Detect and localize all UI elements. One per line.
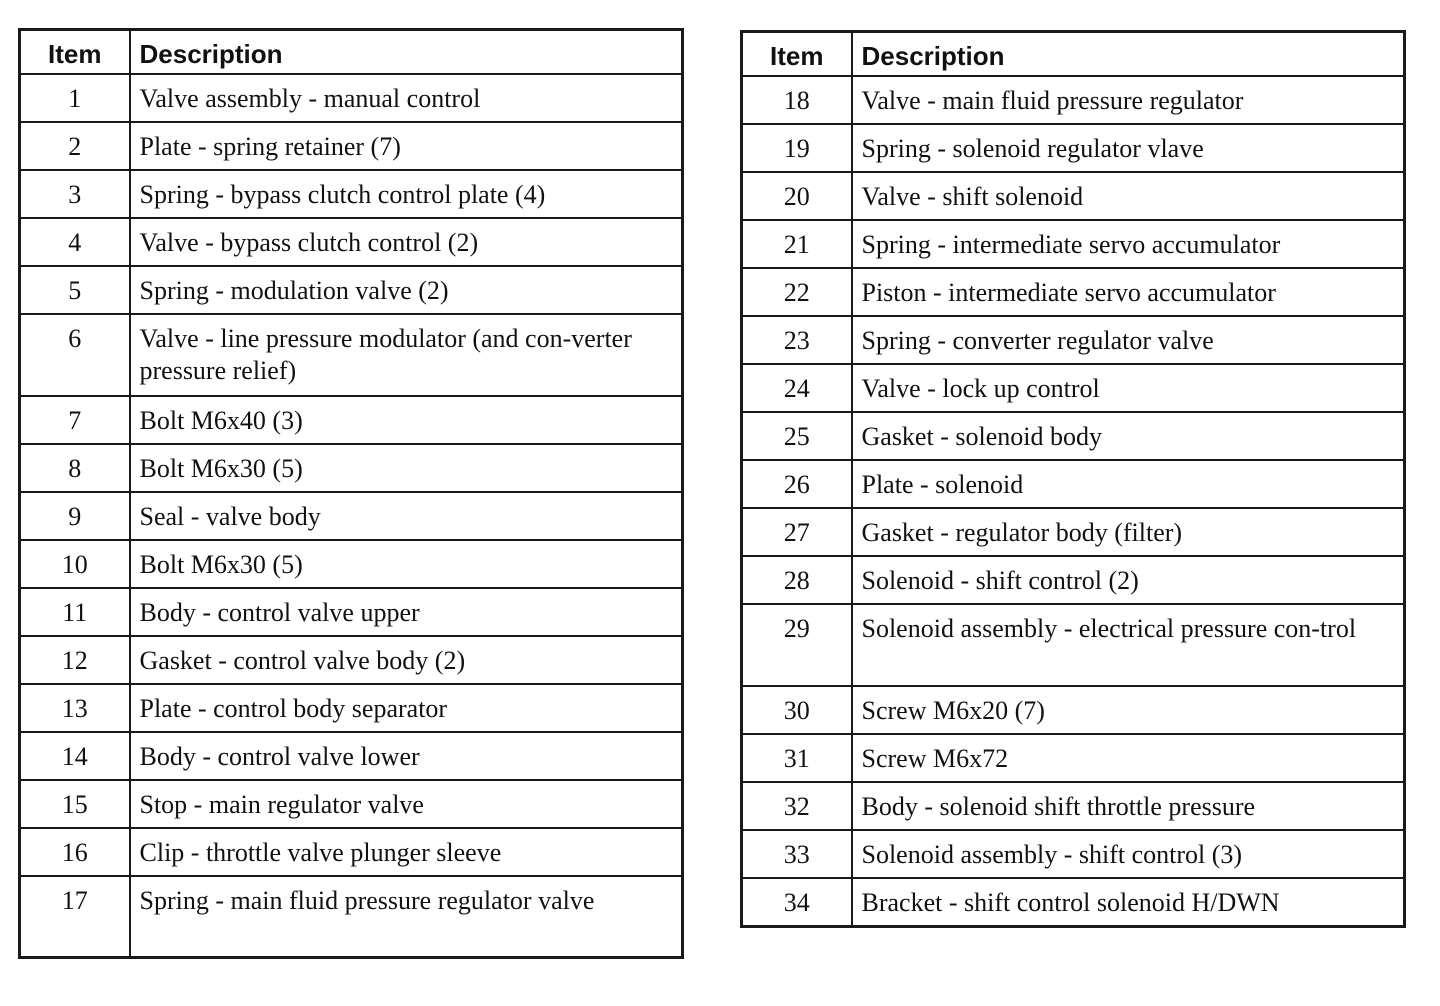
- table-row: [742, 782, 1405, 830]
- item-number: 8: [20, 444, 130, 492]
- item-number: 30: [742, 686, 852, 734]
- item-description: Bracket - shift control solenoid H/DWN: [852, 878, 1405, 927]
- item-number: 19: [742, 124, 852, 172]
- item-description: Screw M6x20 (7): [852, 686, 1405, 734]
- table-row: [742, 686, 1405, 734]
- item-description: Solenoid assembly - electrical pressure con-trol: [852, 604, 1405, 686]
- table-row: [742, 268, 1405, 316]
- item-number: 28: [742, 556, 852, 604]
- table-row: [742, 508, 1405, 556]
- item-description: Bolt M6x30 (5): [130, 444, 683, 492]
- item-description: Gasket - control valve body (2): [130, 636, 683, 684]
- table-row: [742, 316, 1405, 364]
- item-number: 26: [742, 460, 852, 508]
- item-description: Stop - main regulator valve: [130, 780, 683, 828]
- table-row: [742, 412, 1405, 460]
- item-description: Valve - shift solenoid: [852, 172, 1405, 220]
- table-row: [20, 732, 683, 780]
- table-row: [742, 878, 1405, 927]
- item-description: Bolt M6x30 (5): [130, 540, 683, 588]
- table-row: [20, 218, 683, 266]
- item-description: Plate - control body separator: [130, 684, 683, 732]
- table-row: [742, 460, 1405, 508]
- item-number: 20: [742, 172, 852, 220]
- item-description: Spring - modulation valve (2): [130, 266, 683, 314]
- table-row: [20, 876, 683, 958]
- header-row: [742, 32, 1405, 76]
- item-description: Plate - spring retainer (7): [130, 122, 683, 170]
- item-description: Valve - lock up control: [852, 364, 1405, 412]
- item-description: Valve - bypass clutch control (2): [130, 218, 683, 266]
- table-row: [20, 540, 683, 588]
- item-description: Screw M6x72: [852, 734, 1405, 782]
- item-number: 15: [20, 780, 130, 828]
- table-row: [20, 828, 683, 876]
- item-description: Gasket - solenoid body: [852, 412, 1405, 460]
- item-description: Spring - solenoid regulator vlave: [852, 124, 1405, 172]
- item-number: 24: [742, 364, 852, 412]
- item-number: 23: [742, 316, 852, 364]
- table-row: [20, 170, 683, 218]
- table-row: [20, 396, 683, 444]
- item-description: Piston - intermediate servo accumulator: [852, 268, 1405, 316]
- table-row: [20, 444, 683, 492]
- table-row: [20, 588, 683, 636]
- item-description: Bolt M6x40 (3): [130, 396, 683, 444]
- table-row: [742, 220, 1405, 268]
- item-number: 16: [20, 828, 130, 876]
- item-description: Spring - intermediate servo accumulator: [852, 220, 1405, 268]
- table-row: [742, 76, 1405, 124]
- column-header-description: Description: [130, 30, 683, 74]
- item-number: 10: [20, 540, 130, 588]
- table-row: [20, 684, 683, 732]
- table-row: [742, 172, 1405, 220]
- item-description: Clip - throttle valve plunger sleeve: [130, 828, 683, 876]
- table-row: [20, 780, 683, 828]
- table-row: [20, 636, 683, 684]
- table-row: [20, 74, 683, 122]
- item-description: Seal - valve body: [130, 492, 683, 540]
- item-description: Body - control valve lower: [130, 732, 683, 780]
- item-number: 17: [20, 876, 130, 958]
- item-number: 14: [20, 732, 130, 780]
- item-number: 9: [20, 492, 130, 540]
- column-header-item: Item: [20, 30, 130, 74]
- item-number: 32: [742, 782, 852, 830]
- item-number: 29: [742, 604, 852, 686]
- table-row: [20, 314, 683, 396]
- item-number: 3: [20, 170, 130, 218]
- item-description: Gasket - regulator body (filter): [852, 508, 1405, 556]
- table-row: [20, 492, 683, 540]
- table-row: [742, 830, 1405, 878]
- item-description: Spring - bypass clutch control plate (4): [130, 170, 683, 218]
- item-number: 1: [20, 74, 130, 122]
- item-description: Valve - line pressure modulator (and con-verter pressure relief): [130, 314, 683, 396]
- item-number: 2: [20, 122, 130, 170]
- item-description: Spring - main fluid pressure regulator valve: [130, 876, 683, 958]
- table-row: [742, 604, 1405, 686]
- item-number: 5: [20, 266, 130, 314]
- item-description: Spring - converter regulator valve: [852, 316, 1405, 364]
- table-row: [20, 266, 683, 314]
- item-number: 13: [20, 684, 130, 732]
- header-row: [20, 30, 683, 74]
- item-number: 11: [20, 588, 130, 636]
- parts-table-right: [740, 30, 1406, 928]
- item-number: 7: [20, 396, 130, 444]
- item-number: 22: [742, 268, 852, 316]
- column-header-item: Item: [742, 32, 852, 76]
- table-row: [742, 556, 1405, 604]
- item-description: Body - control valve upper: [130, 588, 683, 636]
- item-number: 25: [742, 412, 852, 460]
- item-number: 18: [742, 76, 852, 124]
- item-number: 12: [20, 636, 130, 684]
- table-row: [742, 364, 1405, 412]
- item-description: Solenoid assembly - shift control (3): [852, 830, 1405, 878]
- parts-table-left: [18, 28, 684, 959]
- item-number: 4: [20, 218, 130, 266]
- item-number: 27: [742, 508, 852, 556]
- item-number: 21: [742, 220, 852, 268]
- table-row: [20, 122, 683, 170]
- item-description: Plate - solenoid: [852, 460, 1405, 508]
- table-row: [742, 124, 1405, 172]
- table-row: [742, 734, 1405, 782]
- item-number: 6: [20, 314, 130, 396]
- item-number: 31: [742, 734, 852, 782]
- column-header-description: Description: [852, 32, 1405, 76]
- item-description: Body - solenoid shift throttle pressure: [852, 782, 1405, 830]
- item-description: Valve assembly - manual control: [130, 74, 683, 122]
- item-number: 34: [742, 878, 852, 927]
- item-description: Valve - main fluid pressure regulator: [852, 76, 1405, 124]
- item-description: Solenoid - shift control (2): [852, 556, 1405, 604]
- item-number: 33: [742, 830, 852, 878]
